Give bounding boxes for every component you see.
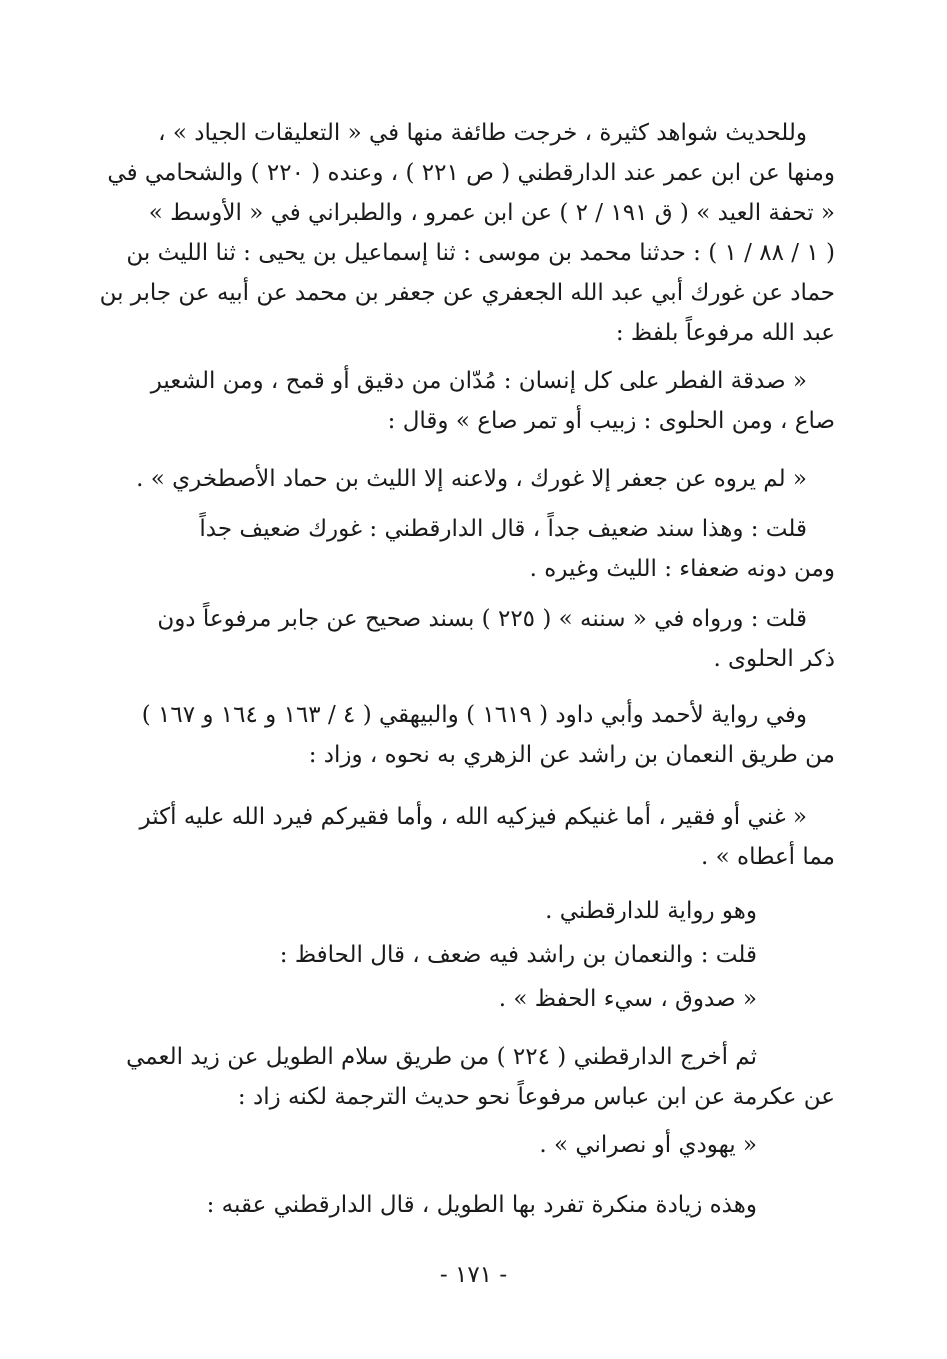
- text-line: عبد الله مرفوعاً بلفظ :: [615, 320, 835, 346]
- quote-line: مما أعطاه » .: [701, 844, 835, 870]
- text-line: ومن دونه ضعفاء : الليث وغيره .: [529, 556, 835, 582]
- text-line: قلت : وهذا سند ضعيف جداً ، قال الدارقطني : غورك ضعيف جداً: [199, 516, 807, 542]
- quote-line: « لم يروه عن جعفر إلا غورك ، ولاعنه إلا الليث بن حماد الأصطخري » .: [136, 466, 807, 492]
- page-number: - ١٧١ -: [439, 1262, 508, 1288]
- text-line: قلت : ورواه في « سننه » ( ٢٢٥ ) بسند صحيح عن جابر مرفوعاً دون: [157, 606, 807, 632]
- text-line: عن عكرمة عن ابن عباس مرفوعاً نحو حديث الترجمة لكنه زاد :: [237, 1084, 835, 1110]
- text-line: ( ١ / ٨٨ / ١ ) : حدثنا محمد بن موسى : ثنا إسماعيل بن يحيى : ثنا الليث بن: [126, 240, 835, 266]
- text-line: ذكر الحلوى .: [713, 646, 835, 672]
- text-line: « تحفة العيد » ( ق ١٩١ / ٢ ) عن ابن عمرو ، والطبراني في « الأوسط »: [148, 200, 835, 226]
- text-line: وللحديث شواهد كثيرة ، خرجت طائفة منها في « التعليقات الجياد » ،: [158, 120, 807, 146]
- quote-line: « صدوق ، سيء الحفظ » .: [498, 986, 757, 1012]
- quote-line: « غني أو فقير ، أما غنيكم فيزكيه الله ، وأما فقيركم فيرد الله عليه أكثر: [139, 804, 807, 830]
- quote-line: صاع ، ومن الحلوى : زبيب أو تمر صاع » وقال :: [387, 408, 835, 434]
- text-line: وفي رواية لأحمد وأبي داود ( ١٦١٩ ) والبيهقي ( ٤ / ١٦٣ و ١٦٤ و ١٦٧ ): [141, 702, 807, 728]
- text-line: قلت : والنعمان بن راشد فيه ضعف ، قال الحافظ :: [279, 942, 757, 968]
- quote-line: « يهودي أو نصراني » .: [539, 1132, 757, 1158]
- text-line: وهذه زيادة منكرة تفرد بها الطويل ، قال الدارقطني عقبه :: [206, 1192, 757, 1218]
- text-line: حماد عن غورك أبي عبد الله الجعفري عن جعفر بن محمد عن أبيه عن جابر بن: [99, 280, 835, 306]
- text-line: ومنها عن ابن عمر عند الدارقطني ( ص ٢٢١ ) ، وعنده ( ٢٢٠ ) والشحامي في: [107, 160, 835, 186]
- quote-line: « صدقة الفطر على كل إنسان : مُدّان من دقيق أو قمح ، ومن الشعير: [150, 368, 807, 394]
- text-line: ثم أخرج الدارقطني ( ٢٢٤ ) من طريق سلام الطويل عن زيد العمي: [126, 1044, 757, 1070]
- text-line: وهو رواية للدارقطني .: [545, 898, 757, 924]
- text-line: من طريق النعمان بن راشد عن الزهري به نحوه ، وزاد :: [308, 742, 835, 768]
